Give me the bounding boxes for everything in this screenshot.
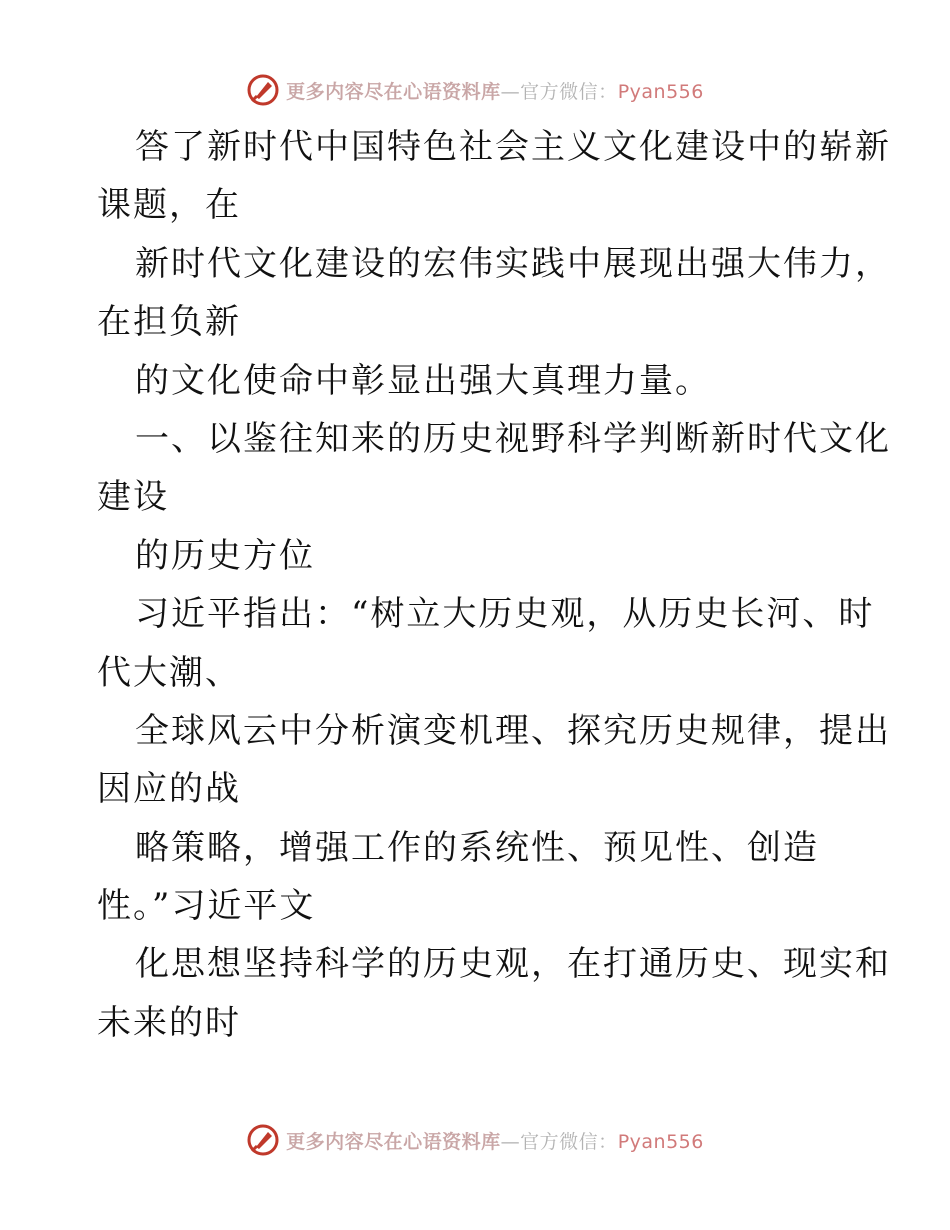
text-line: 习近平指出：“树立大历史观，从历史长河、时: [135, 594, 875, 635]
document-body: [97, 118, 891, 1052]
watermark-text: 更多内容尽在心语资料库—官方微信：Pyan556: [286, 80, 704, 103]
section-heading-continued: 的历史方位: [135, 535, 315, 576]
text-line: 代大潮、: [97, 652, 241, 693]
watermark-text: 更多内容尽在心语资料库—官方微信：Pyan556: [286, 1130, 704, 1153]
section-heading: 一、以鉴往知来的历史视野科学判断新时代文化: [135, 418, 891, 459]
text-line: 未来的时: [97, 1002, 241, 1043]
text-line: 的文化使命中彰显出强大真理力量。: [135, 360, 711, 401]
text-line: 新时代文化建设的宏伟实践中展现出强大伟力，: [135, 243, 891, 284]
text-line: 略策略，增强工作的系统性、预见性、创造: [135, 827, 819, 868]
pen-nib-logo-icon: [246, 73, 280, 107]
text-line: 答了新时代中国特色社会主义文化建设中的崭新: [135, 127, 891, 167]
text-line: 在担负新: [97, 302, 241, 343]
section-heading-continued: 建设: [97, 477, 169, 518]
footer-watermark: [0, 1120, 950, 1160]
text-line: 因应的战: [97, 769, 241, 810]
pen-nib-logo-icon: [246, 1123, 280, 1157]
text-line: 性。”习近平文: [97, 886, 316, 927]
text-line: 课题，在: [97, 185, 241, 226]
text-line: 化思想坚持科学的历史观，在打通历史、现实和: [135, 944, 891, 985]
text-line: 全球风云中分析演变机理、探究历史规律，提出: [135, 710, 891, 751]
header-watermark: [0, 70, 950, 110]
